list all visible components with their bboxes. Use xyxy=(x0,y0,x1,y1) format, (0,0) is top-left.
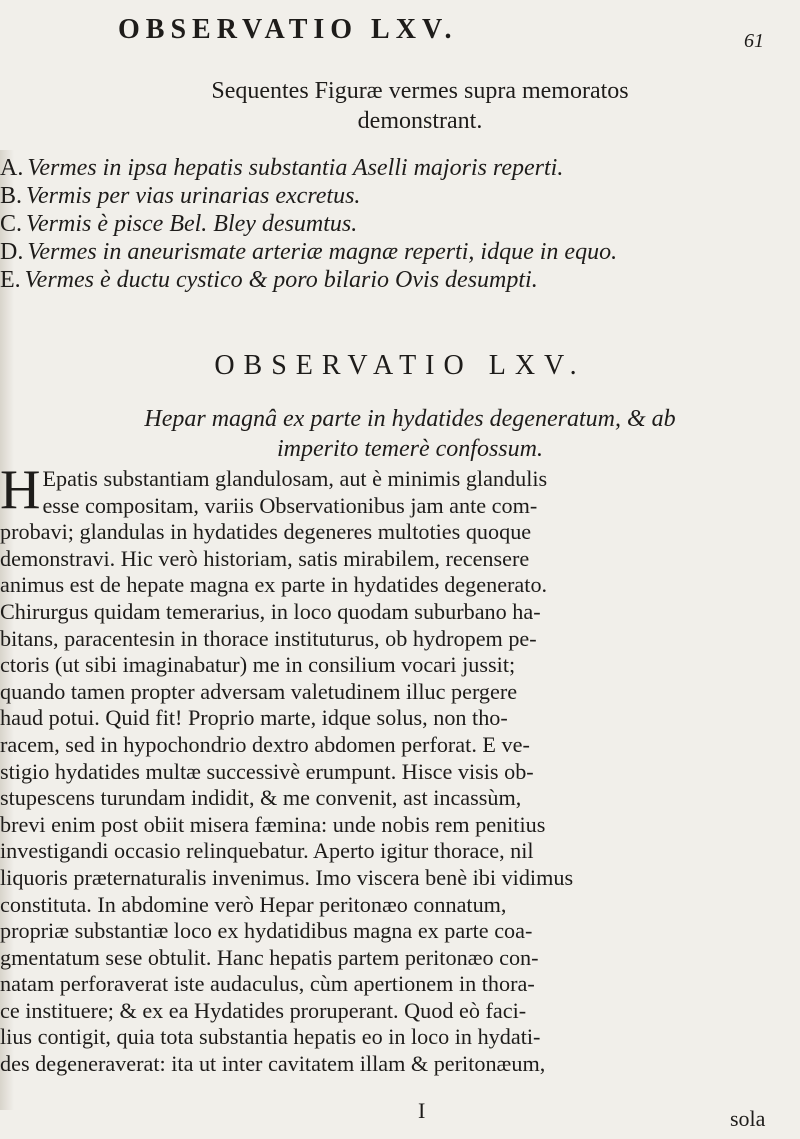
rubric-line-1: Hepar magnâ ex parte in hydatides degeneratum, & ab xyxy=(144,406,676,432)
page-number: 61 xyxy=(744,30,764,52)
body-line: esse compositam, variis Observationibus jam ante com- xyxy=(42,492,538,518)
body-line: stigio hydatides multæ successivè erumpunt. Hisce visis ob- xyxy=(0,758,534,784)
body-line: constituta. In abdomine verò Hepar peritonæo connatum, xyxy=(0,891,507,917)
body-text xyxy=(0,459,778,1078)
body-line: racem, sed in hypochondrio dextro abdomen perforat. E ve- xyxy=(0,731,530,757)
figure-legend-item: B. Vermis per vias urinarias excretus. xyxy=(0,183,361,209)
figure-legend-item: E. Vermes è ductu cystico & poro bilario Ovis desumpti. xyxy=(0,267,538,293)
body-line: animus est de hepate magna ex parte in hydatides degenerato. xyxy=(0,572,548,598)
catchword: sola xyxy=(730,1106,766,1131)
figure-introduction xyxy=(60,76,780,136)
signature-mark: I xyxy=(418,1098,426,1123)
body-line: investigandi occasio relinquebatur. Aperto igitur thorace, nil xyxy=(0,838,534,864)
body-line: gmentatum sese obtulit. Hanc hepatis partem peritonæo con- xyxy=(0,944,539,970)
body-line: probavi; glandulas in hydatides degeneres multoties quoque xyxy=(0,519,532,545)
observation-title: OBSERVATIO LXV. xyxy=(214,350,586,381)
body-line: liquoris præternaturalis invenimus. Imo viscera benè ibi vidimus xyxy=(0,864,574,890)
body-line: natam perforaverat iste audaculus, cùm apertionem in thora- xyxy=(0,971,535,997)
body-line: stupescens turundam indidit, & me convenit, ast incassùm, xyxy=(0,785,522,811)
intro-line-2: demonstrant. xyxy=(357,108,483,134)
body-line: Epatis substantiam glandulosam, aut è minimis glandulis xyxy=(42,466,548,491)
body-line: propriæ substantiæ loco ex hydatidibus magna ex parte coa- xyxy=(0,918,533,944)
figure-legend-item: C. Vermis è pisce Bel. Bley desumtus. xyxy=(0,211,358,237)
observation-rubric xyxy=(40,404,780,464)
body-line: brevi enim post obiit misera fæmina: unde nobis rem penitius xyxy=(0,811,546,837)
body-line: Chirurgus quidam temerarius, in loco quodam suburbano ha- xyxy=(0,598,541,624)
body-line: des degeneraverat: ita ut inter cavitatem illam & peritonæum, xyxy=(0,1051,546,1077)
figure-legend-item: A. Vermes in ipsa hepatis substantia Aselli majoris reperti. xyxy=(0,155,564,181)
drop-cap: H xyxy=(0,459,41,521)
body-line: ctoris (ut sibi imaginabatur) me in consilium vocari jussit; xyxy=(0,652,516,678)
body-line: quando tamen propter adversam valetudinem illuc pergere xyxy=(0,678,518,704)
body-line: lius contigit, quia tota substantia hepatis eo in loco in hydati- xyxy=(0,1024,541,1050)
body-line: bitans, paracentesin in thorace instituturus, ob hydropem pe- xyxy=(0,625,537,651)
running-head: OBSERVATIO LXV. xyxy=(118,14,458,45)
body-line: ce instituere; & ex ea Hydatides proruperant. Quod eò faci- xyxy=(0,997,527,1023)
figure-legend-item: D. Vermes in aneurismate arteriæ magnæ reperti, idque in equo. xyxy=(0,239,618,265)
body-line: demonstravi. Hic verò historiam, satis mirabilem, recensere xyxy=(0,545,530,571)
intro-line-1: Sequentes Figuræ vermes supra memoratos xyxy=(211,78,629,104)
body-line: haud potui. Quid fit! Proprio marte, idque solus, non tho- xyxy=(0,705,508,731)
figure-legend-list xyxy=(0,154,800,294)
rubric-line-2: imperito temerè confossum. xyxy=(277,436,543,462)
